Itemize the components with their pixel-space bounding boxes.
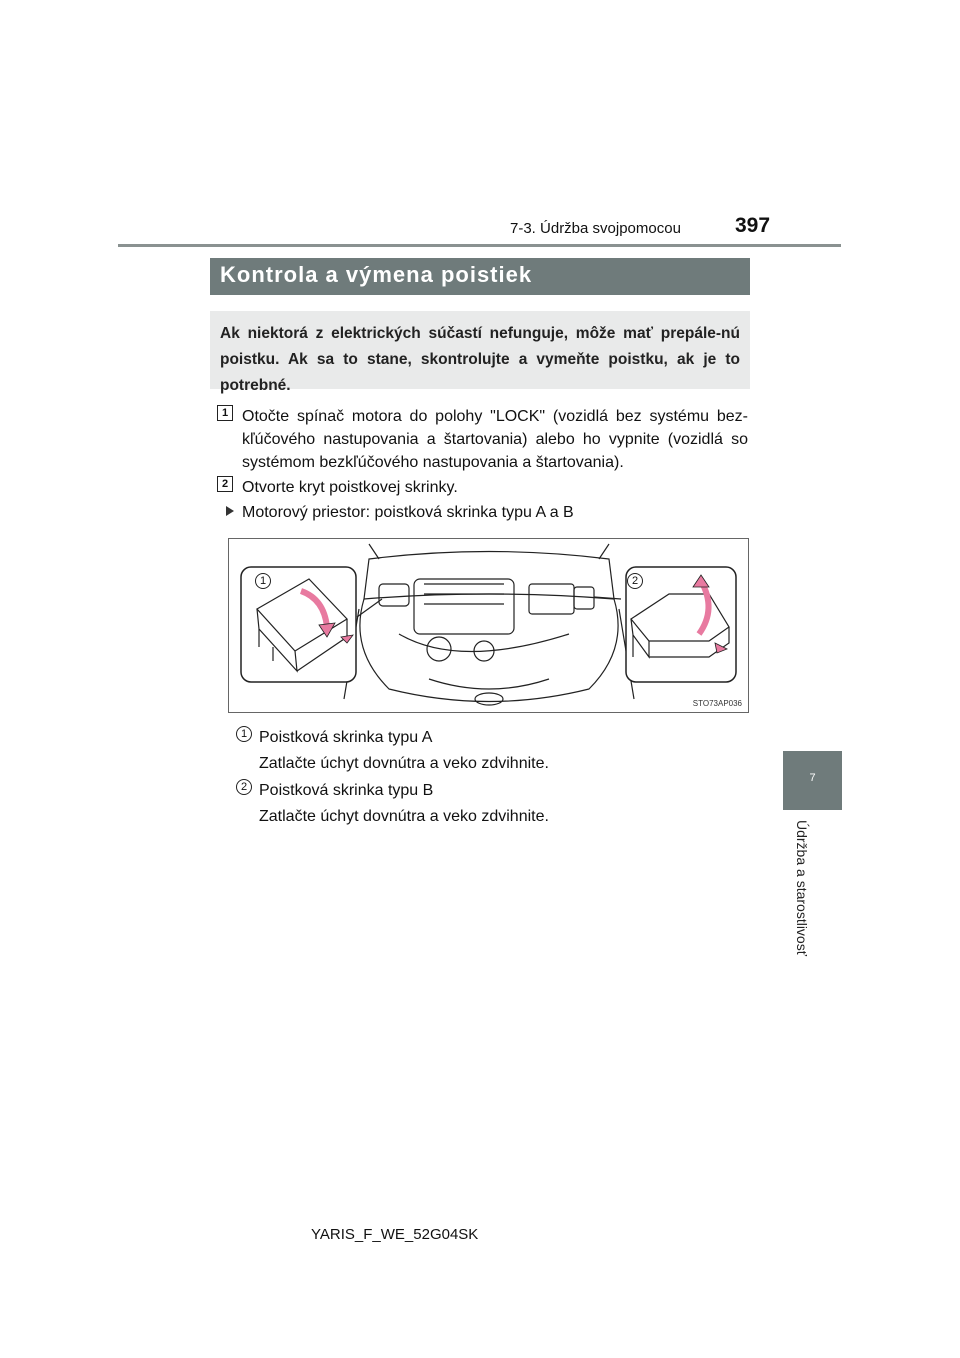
step-1-text: Otočte spínač motora do polohy "LOCK" (vozidlá bez systému bez-kľúčového nastupovania a štartovania) alebo ho vypnite (vozidlá so systémom bezkľúčového nastupovania a štartovania).: [242, 408, 748, 471]
page-number: 397: [735, 214, 771, 237]
legend-title-1: Poistková skrinka typu A: [259, 729, 433, 746]
footer-code: YARIS_F_WE_52G04SK: [311, 1226, 479, 1243]
figure-code: STO73AP036: [692, 699, 742, 708]
header-divider: [118, 244, 841, 247]
sub-heading-text: Motorový priestor: poistková skrinka typu A a B: [242, 504, 574, 521]
legend-desc-2: Zatlačte úchyt dovnútra a veko zdvihnite.: [259, 808, 549, 825]
step-badge-2: 2: [217, 476, 233, 492]
figure-callout-2: 2: [627, 573, 643, 589]
legend-number-2: 2: [236, 779, 252, 795]
step-2-text: Otvorte kryt poistkovej skrinky.: [242, 479, 458, 496]
sub-heading: [226, 501, 574, 524]
chapter-label: Údržba a starostlivosť: [794, 820, 810, 956]
legend-title-2: Poistková skrinka typu B: [259, 782, 434, 799]
figure-callout-1: 1: [255, 573, 271, 589]
header-section-title: 7-3. Údržba svojpomocou: [510, 220, 681, 237]
chapter-tab: 7: [783, 751, 842, 810]
section-title: Kontrola a výmena poistiek: [210, 258, 750, 295]
engine-illustration: [229, 539, 748, 712]
triangle-bullet-icon: [226, 506, 234, 516]
step-badge-1: 1: [217, 405, 233, 421]
legend-desc-1: Zatlačte úchyt dovnútra a veko zdvihnite.: [259, 755, 549, 772]
intro-box: Ak niektorá z elektrických súčastí nefunguje, môže mať prepále-nú poistku. Ak sa to stane, skontrolujte a vymeňte poistku, ak je to potrebné.: [210, 311, 750, 389]
engine-compartment-figure: [228, 538, 749, 713]
legend-number-1: 1: [236, 726, 252, 742]
